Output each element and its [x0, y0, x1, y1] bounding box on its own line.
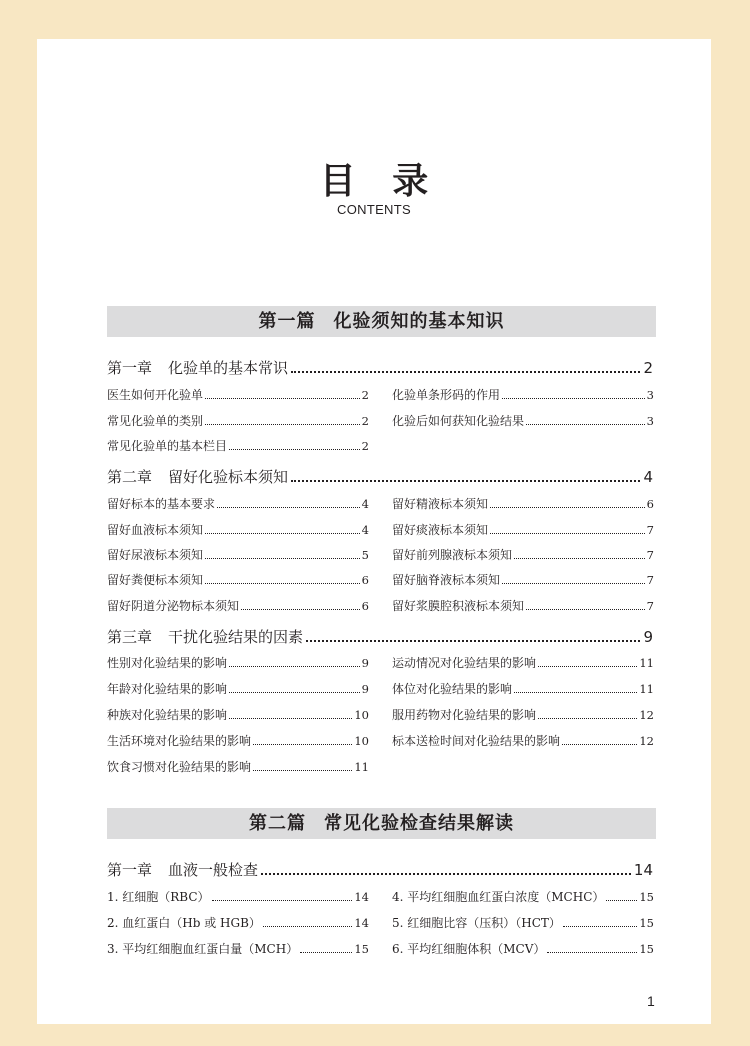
- part-number: 第一篇: [258, 311, 316, 332]
- chapter-title: 留好化验标本须知: [168, 468, 289, 486]
- chapter-page: 9: [643, 628, 653, 646]
- chapter-number: 第一章: [107, 861, 153, 879]
- entry-page: 14: [354, 890, 369, 904]
- entry-page: 4: [361, 523, 369, 537]
- entry-title: 留好阴道分泌物标本须知: [107, 599, 240, 613]
- entry-title: 化验后如何获知化验结果: [392, 414, 525, 428]
- toc-entry[interactable]: [107, 940, 369, 958]
- chapter-line[interactable]: [107, 357, 653, 379]
- chapter-number: 第二章: [107, 468, 153, 486]
- leader-dots: [291, 480, 640, 482]
- leader-dots: [205, 533, 360, 534]
- leader-dots: [563, 926, 637, 927]
- leader-dots: [538, 666, 637, 667]
- toc-entry[interactable]: [392, 680, 654, 698]
- toc-entry[interactable]: [392, 654, 654, 672]
- toc-entry[interactable]: [107, 706, 369, 724]
- entry-title: 留好脑脊液标本须知: [392, 573, 501, 587]
- chapter-line[interactable]: [107, 626, 653, 648]
- leader-dots: [217, 507, 360, 508]
- toc-entry[interactable]: [107, 495, 369, 513]
- entry-page: 12: [639, 708, 654, 722]
- entry-page: 9: [361, 656, 369, 670]
- leader-dots: [229, 666, 360, 667]
- toc-entry[interactable]: [107, 758, 369, 776]
- leader-dots: [253, 770, 352, 771]
- leader-dots: [502, 398, 645, 399]
- entry-page: 7: [646, 573, 654, 587]
- part-title: 化验须知的基本知识: [333, 311, 505, 332]
- leader-dots: [490, 533, 645, 534]
- leader-dots: [205, 583, 360, 584]
- leader-dots: [263, 926, 352, 927]
- entry-title: 留好尿液标本须知: [107, 548, 204, 562]
- entry-page: 11: [354, 760, 369, 774]
- toc-entry[interactable]: [107, 654, 369, 672]
- toc-entry[interactable]: [107, 732, 369, 750]
- leader-dots: [300, 952, 352, 953]
- entry-title: 饮食习惯对化验结果的影响: [107, 760, 252, 774]
- entry-title: 留好精液标本须知: [392, 497, 489, 511]
- entry-title: 体位对化验结果的影响: [392, 682, 513, 696]
- entry-page: 2: [361, 414, 369, 428]
- leader-dots: [205, 558, 360, 559]
- entry-page: 11: [639, 682, 654, 696]
- chapter-number: 第一章: [107, 359, 153, 377]
- toc-entry[interactable]: [392, 940, 654, 958]
- leader-dots: [538, 718, 637, 719]
- entry-page: 7: [646, 548, 654, 562]
- chapter-line[interactable]: [107, 859, 653, 881]
- entry-page: 15: [639, 916, 654, 930]
- page-subtitle: CONTENTS: [337, 202, 411, 217]
- toc-page: [37, 39, 711, 1024]
- leader-dots: [212, 900, 353, 901]
- toc-entry[interactable]: [392, 888, 654, 906]
- toc-entry[interactable]: [392, 732, 654, 750]
- toc-entry[interactable]: [392, 914, 654, 932]
- chapter-page: 14: [633, 861, 653, 879]
- toc-entry[interactable]: [107, 571, 369, 589]
- chapter-page: 4: [643, 468, 653, 486]
- leader-dots: [490, 507, 645, 508]
- toc-entry[interactable]: [392, 706, 654, 724]
- chapter-title: 血液一般检查: [168, 861, 259, 879]
- entry-title: 5. 红细胞比容（压积）（HCT）: [392, 916, 561, 930]
- entry-title: 年龄对化验结果的影响: [107, 682, 228, 696]
- entry-title: 3. 平均红细胞血红蛋白量（MCH）: [107, 942, 299, 956]
- entry-title: 生活环境对化验结果的影响: [107, 734, 252, 748]
- leader-dots: [229, 692, 360, 693]
- toc-entry[interactable]: [107, 680, 369, 698]
- leader-dots: [291, 371, 640, 373]
- page-title: 目 录: [319, 160, 441, 202]
- part-number: 第二篇: [249, 813, 306, 834]
- entry-page: 6: [361, 599, 369, 613]
- entry-title: 种族对化验结果的影响: [107, 708, 228, 722]
- entry-title: 常见化验单的基本栏目: [107, 439, 228, 453]
- entry-page: 6: [361, 573, 369, 587]
- toc-entry[interactable]: [107, 888, 369, 906]
- leader-dots: [306, 640, 640, 642]
- toc-entry[interactable]: [392, 386, 654, 404]
- leader-dots: [562, 744, 637, 745]
- entry-title: 1. 红细胞（RBC）: [107, 890, 210, 904]
- leader-dots: [253, 744, 352, 745]
- page-number: 1: [647, 993, 655, 1009]
- entry-page: 15: [354, 942, 369, 956]
- toc-entry[interactable]: [392, 495, 654, 513]
- toc-entry[interactable]: [107, 597, 369, 615]
- entry-page: 10: [354, 708, 369, 722]
- entry-title: 留好血液标本须知: [107, 523, 204, 537]
- leader-dots: [229, 449, 360, 450]
- chapter-page: 2: [643, 359, 653, 377]
- chapter-title: 干扰化验结果的因素: [168, 628, 304, 646]
- entry-title: 4. 平均红细胞血红蛋白浓度（MCHC）: [392, 890, 605, 904]
- entry-page: 2: [361, 388, 369, 402]
- entry-page: 2: [361, 439, 369, 453]
- entry-title: 医生如何开化验单: [107, 388, 204, 402]
- leader-dots: [205, 424, 360, 425]
- entry-title: 2. 血红蛋白（Hb 或 HGB）: [107, 916, 261, 930]
- entry-page: 5: [361, 548, 369, 562]
- entry-title: 标本送检时间对化验结果的影响: [392, 734, 561, 748]
- leader-dots: [261, 873, 631, 875]
- entry-title: 留好痰液标本须知: [392, 523, 489, 537]
- entry-page: 15: [639, 890, 654, 904]
- part-heading-2: [107, 808, 656, 839]
- chapter-title: 化验单的基本常识: [168, 359, 289, 377]
- entry-page: 7: [646, 599, 654, 613]
- leader-dots: [514, 692, 637, 693]
- entry-title: 化验单条形码的作用: [392, 388, 501, 402]
- entry-title: 留好标本的基本要求: [107, 497, 216, 511]
- entry-page: 11: [639, 656, 654, 670]
- toc-entry[interactable]: [107, 437, 369, 455]
- part-title: 常见化验检查结果解读: [324, 813, 514, 834]
- entry-page: 7: [646, 523, 654, 537]
- entry-title: 运动情况对化验结果的影响: [392, 656, 537, 670]
- entry-title: 留好浆膜腔积液标本须知: [392, 599, 525, 613]
- leader-dots: [502, 583, 645, 584]
- entry-title: 留好前列腺液标本须知: [392, 548, 513, 562]
- part-heading-1: [107, 306, 656, 337]
- entry-title: 6. 平均红细胞体积（MCV）: [392, 942, 546, 956]
- toc-entry[interactable]: [107, 546, 369, 564]
- entry-title: 常见化验单的类别: [107, 414, 204, 428]
- toc-entry[interactable]: [107, 521, 369, 539]
- leader-dots: [526, 424, 645, 425]
- leader-dots: [205, 398, 360, 399]
- chapter-line[interactable]: [107, 466, 653, 488]
- leader-dots: [229, 718, 352, 719]
- toc-entry[interactable]: [392, 412, 654, 430]
- toc-entry[interactable]: [392, 521, 654, 539]
- entry-page: 15: [639, 942, 654, 956]
- toc-entry[interactable]: [392, 571, 654, 589]
- entry-title: 服用药物对化验结果的影响: [392, 708, 537, 722]
- toc-entry[interactable]: [107, 386, 369, 404]
- entry-title: 性别对化验结果的影响: [107, 656, 228, 670]
- leader-dots: [606, 900, 637, 901]
- toc-entry[interactable]: [392, 597, 654, 615]
- entry-page: 6: [646, 497, 654, 511]
- leader-dots: [547, 952, 637, 953]
- toc-entry[interactable]: [392, 546, 654, 564]
- entry-page: 12: [639, 734, 654, 748]
- entry-page: 9: [361, 682, 369, 696]
- entry-page: 4: [361, 497, 369, 511]
- entry-title: 留好粪便标本须知: [107, 573, 204, 587]
- leader-dots: [514, 558, 645, 559]
- leader-dots: [241, 609, 360, 610]
- entry-page: 14: [354, 916, 369, 930]
- entry-page: 3: [646, 388, 654, 402]
- toc-entry[interactable]: [107, 914, 369, 932]
- chapter-number: 第三章: [107, 628, 153, 646]
- toc-entry[interactable]: [107, 412, 369, 430]
- entry-page: 3: [646, 414, 654, 428]
- leader-dots: [526, 609, 645, 610]
- entry-page: 10: [354, 734, 369, 748]
